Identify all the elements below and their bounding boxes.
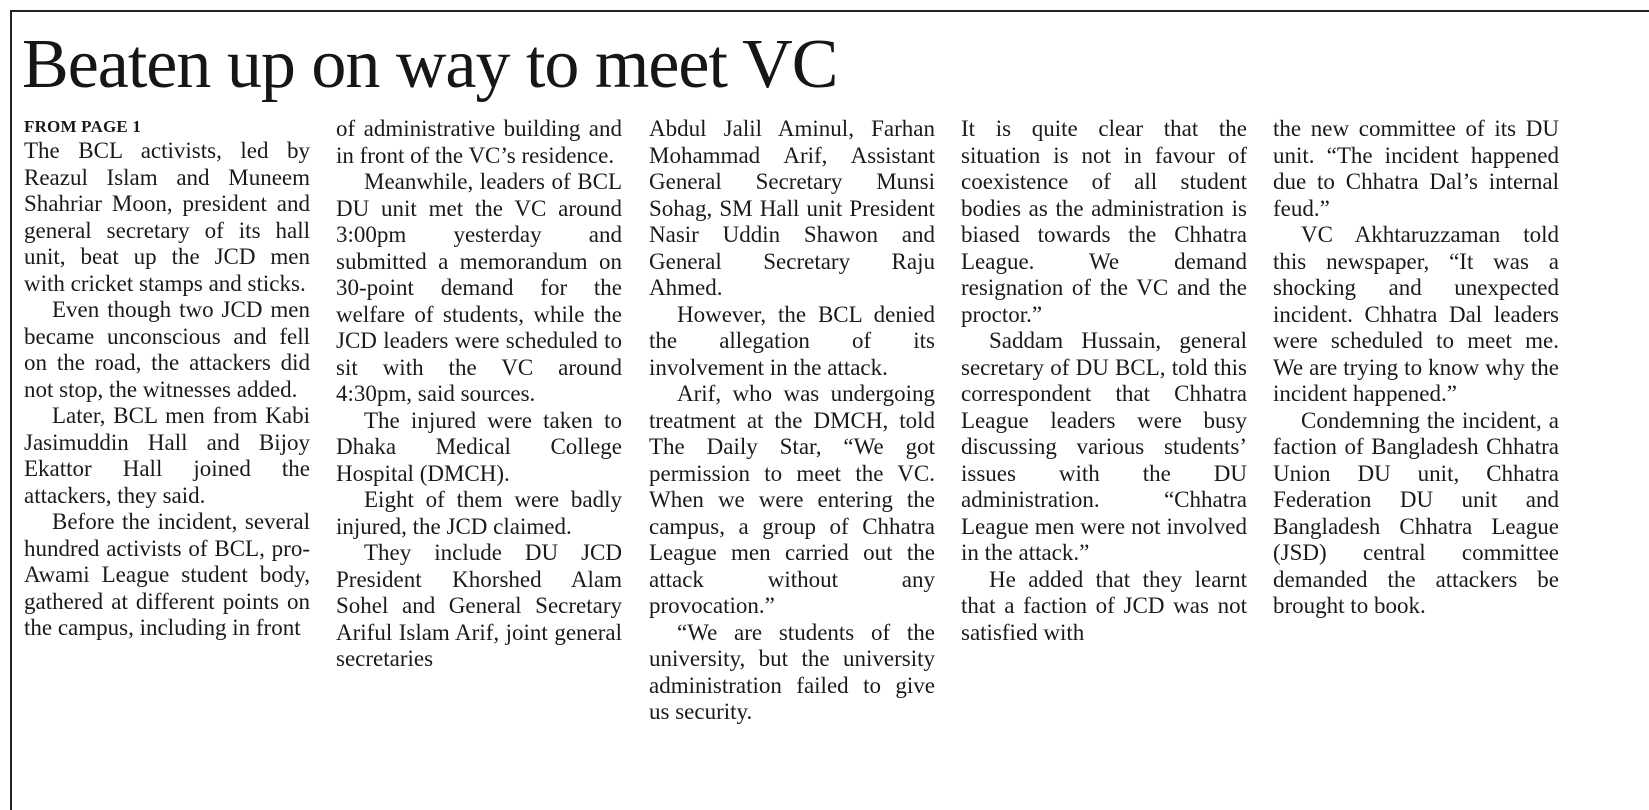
paragraph-continued: Abdul Jalil Aminul, Farhan Mohammad Arif, Assistant General Secretary Munsi Sohag, SM Hall unit President Nasir Uddin Shawon and General Secretary Raju Ahmed.: [649, 116, 935, 300]
paragraph: However, the BCL denied the allegation of its involvement in the attack.: [649, 301, 935, 380]
paragraph: VC Akhtaruzzaman told this newspaper, “It was a shocking and unexpected incident. Chhatra Dal leaders were scheduled to meet me. We are trying to know why the incident happened.”: [1273, 222, 1559, 406]
paragraph: Arif, who was undergoing treatment at the DMCH, told The Daily Star, “We got permission to meet the VC. When we were entering the campus, a group of Chhatra League men carried out the attack without any provocation.”: [649, 381, 935, 618]
article-column-4: [961, 116, 1247, 736]
paragraph: Saddam Hussain, general secretary of DU BCL, told this correspondent that Chhatra League leaders were busy discussing various students’ issues with the DU administration. “Chhatra League men were not involved in the attack.”: [961, 328, 1247, 565]
paragraph: Before the incident, several hundred activists of BCL, pro-Awami League student body, gathered at different points on the campus, including in front: [24, 509, 310, 640]
paragraph: Eight of them were badly injured, the JCD claimed.: [336, 487, 622, 539]
article-column-1: [24, 116, 310, 736]
paragraph: Condemning the incident, a faction of Bangladesh Chhatra Union DU unit, Chhatra Federation DU unit and Bangladesh Chhatra League (JSD) central committee demanded the attackers be brought to book.: [1273, 407, 1559, 618]
paragraph: They include DU JCD President Khorshed Alam Sohel and General Secretary Ariful Islam Arif, joint general secretaries: [336, 540, 622, 671]
paragraph-continued: the new committee of its DU unit. “The incident happened due to Chhatra Dal’s internal feud.”: [1273, 116, 1559, 221]
paragraph: Even though two JCD men became unconscious and fell on the road, the attackers did not stop, the witnesses added.: [24, 297, 310, 402]
paragraph: “We are students of the university, but the university administration failed to give us security.: [649, 619, 935, 724]
article-headline: Beaten up on way to meet VC: [22, 26, 838, 103]
article-column-3: [649, 116, 935, 736]
paragraph: Meanwhile, leaders of BCL DU unit met the VC around 3:00pm yesterday and submitted a memorandum on 30-point demand for the welfare of students, while the JCD leaders were scheduled to sit with the VC around 4:30pm, said sources.: [336, 169, 622, 406]
paragraph-continued: of administrative building and in front of the VC’s residence.: [336, 116, 622, 168]
paragraph: Later, BCL men from Kabi Jasimuddin Hall and Bijoy Ekattor Hall joined the attackers, they said.: [24, 403, 310, 508]
paragraph-continued: It is quite clear that the situation is not in favour of coexistence of all student bodies as the administration is biased towards the Chhatra League. We demand resignation of the VC and the proctor.”: [961, 116, 1247, 327]
paragraph: He added that they learnt that a faction of JCD was not satisfied with: [961, 566, 1247, 645]
paragraph: The injured were taken to Dhaka Medical College Hospital (DMCH).: [336, 407, 622, 486]
article-column-2: [336, 116, 622, 736]
paragraph: The BCL activists, led by Reazul Islam and Muneem Shahriar Moon, president and general secretary of its hall unit, beat up the JCD men with cricket stamps and sticks.: [24, 138, 310, 296]
article-column-5: [1273, 116, 1559, 736]
dateline: FROM PAGE 1: [24, 117, 142, 136]
